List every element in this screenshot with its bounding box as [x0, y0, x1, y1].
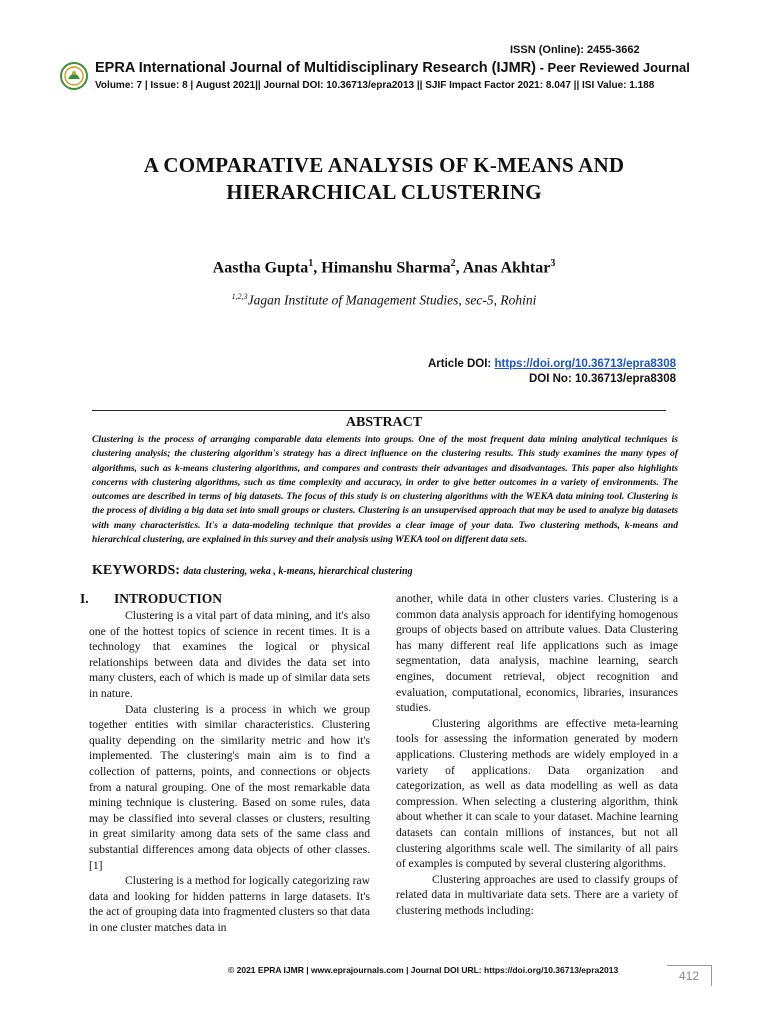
keywords-label: KEYWORDS: — [92, 563, 184, 578]
paragraph: another, while data in other clusters varies. Clustering is a common data analysis approach for identifying homogenous groups of objects based on attribute values. Data Clustering has many different real life applications such as image segmentation, data analysis, machine learning, search engines, document retrieval, object recognition and evaluation, computational, economics, libraries, insurances studies. — [396, 592, 678, 715]
paper-title — [0, 152, 768, 206]
affiliation-sup: 1,2,3 — [231, 292, 248, 301]
left-column — [89, 608, 370, 935]
journal-name-main: EPRA International Journal of Multidisciplinary Research (IJMR) — [95, 60, 536, 76]
abstract-text: Clustering is the process of arranging comparable data elements into groups. One of the most frequent data mining analytical techniques is clustering analysis; the clustering algorithm's strategy has a direct influence on the clustering results. This study examines the many types of algorithms, such as k-means clustering algorithms, and compares and contrasts their advantages and disadvantages. This paper also highlights concerns with clustering algorithms, such as time complexity and accuracy, in order to give better outcomes in a variety of environments. The outcomes are described in terms of big datasets. The focus of this study is on clustering algorithms with the WEKA data mining tool. Clustering is the process of dividing a big data set into small groups or clusters. Clustering is an unsupervised approach that may be used to analyze big datasets with many characteristics. It's a data-modeling technique that provides a clear image of your data. Two clustering methods, k-means and hierarchical clustering, are explained in this survey and their analysis using WEKA tool on different data sets. — [92, 434, 678, 546]
paragraph: Clustering is a method for logically categorizing raw data and looking for hidden patterns in large datasets. It's the act of grouping data into fragmented clusters so that data in one cluster matches data in — [89, 874, 371, 934]
author-sup: 2 — [450, 258, 456, 269]
journal-name — [95, 60, 690, 76]
paper-title-line-1: A COMPARATIVE ANALYSIS OF K-MEANS AND — [143, 153, 625, 177]
author-separator: , — [455, 259, 463, 277]
article-doi-label: Article DOI: — [428, 358, 495, 370]
section-number: I. — [80, 591, 89, 606]
page-number: 412 — [667, 965, 712, 986]
doi-block — [428, 357, 676, 387]
author-separator: , — [313, 259, 322, 277]
paragraph: Data clustering is a process in which we group together entities with similar characteristics. Clustering quality depending on the similarity metric and how it's implemented. The clustering's main aim is to find a collection of patterns, points, and connections or objects from a natural grouping. One of the most remarkable data mining technique is clustering. Based on some rules, data may be classified into several classes or clusters, resulting in great similarity among data sets of the same class and substantial differences among data objects of other classes. [1] — [89, 702, 370, 872]
footer-text: © 2021 EPRA IJMR | www.eprajournals.com | Journal DOI URL: https://doi.org/10.36713/epra2013 — [228, 965, 619, 975]
right-column — [396, 591, 678, 918]
author-sup: 3 — [550, 258, 556, 269]
issn-label: ISSN (Online): 2455-3662 — [510, 44, 640, 56]
doi-number: DOI No: 10.36713/epra8308 — [528, 373, 676, 385]
article-doi-line — [428, 357, 676, 372]
paper-title-line-2: HIERARCHICAL CLUSTERING — [226, 180, 542, 204]
keywords-value: data clustering, weka , k-means, hierarchical clustering — [183, 566, 413, 577]
author-name: Anas Akhtar — [462, 259, 551, 277]
volume-line: Volume: 7 | Issue: 8 | August 2021|| Journal DOI: 10.36713/epra2013 || SJIF Impact Factor 2021: 8.047 || ISI Value: 1.188 — [95, 80, 655, 91]
author-name: Himanshu Sharma — [321, 259, 451, 277]
keywords — [92, 563, 413, 579]
divider — [92, 410, 666, 411]
section-heading — [80, 591, 222, 607]
journal-logo-icon — [60, 62, 88, 90]
paragraph: Clustering approaches are used to classify groups of related data in multivariate data sets. There are a variety of clustering methods including: — [396, 872, 678, 917]
affiliation — [0, 292, 768, 309]
article-doi-link[interactable]: https://doi.org/10.36713/epra8308 — [494, 358, 676, 370]
author-list — [0, 258, 768, 277]
journal-name-tail: - Peer Reviewed Journal — [535, 60, 690, 75]
affiliation-text: Jagan Institute of Management Studies, sec-5, Rohini — [247, 292, 537, 308]
paragraph: Clustering is a vital part of data mining, and it's also one of the hottest topics of science in recent times. It is a technology that examines the logical or physical relationships between data and divides the data set into many clusters, each of which is made up of similar data sets in nature. — [89, 609, 370, 700]
abstract-heading: ABSTRACT — [345, 415, 423, 430]
author-name: Aastha Gupta — [212, 259, 309, 277]
section-title: INTRODUCTION — [114, 591, 223, 606]
paragraph: Clustering algorithms are effective meta-learning tools for assessing the information generated by modern applications. Clustering methods are widely employed in a variety of applications. Data organization and categorization, as well as data modelling as well as data compression. When selecting a clustering algorithm, think about whether it can scale to your dataset. Machine learning datasets can contain millions of instances, but not all clustering algorithms scale well. The similarity of all pairs of examples is computed by several clustering algorithms. — [396, 716, 678, 871]
author-sup: 1 — [308, 258, 314, 269]
